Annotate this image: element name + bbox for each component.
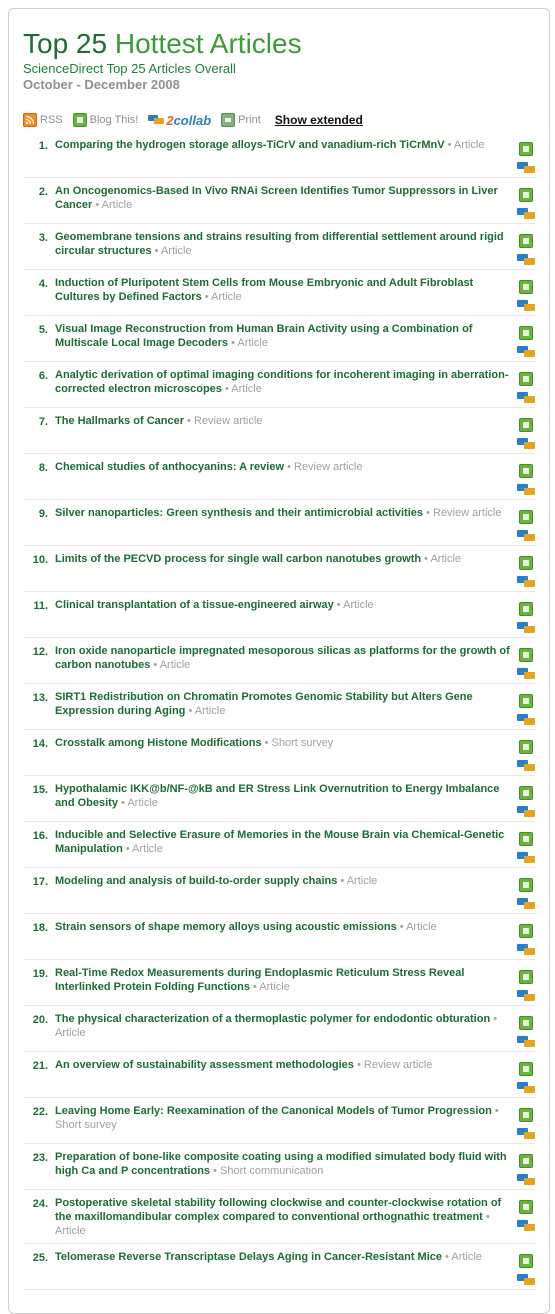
collab-label: [166, 113, 211, 128]
date-range: October - December 2008: [23, 77, 180, 92]
list-item: [23, 362, 535, 408]
article-text: [55, 736, 517, 750]
article-number: 11.: [33, 600, 48, 612]
article-number: 25.: [32, 1252, 48, 1264]
article-type: • Review article: [353, 1059, 433, 1071]
article-actions: [517, 786, 535, 823]
article-title-link[interactable]: Chemical studies of anthocyanins: A review: [55, 461, 285, 473]
article-title-link[interactable]: The physical characterization of a thermoplastic polymer for endodontic obturation: [55, 1013, 491, 1025]
collab-chat-icon[interactable]: [517, 254, 535, 266]
article-title-link[interactable]: Leaving Home Early: Reexamination of the Canonical Models of Tumor Progression: [55, 1105, 492, 1117]
collab-chat-icon[interactable]: [517, 346, 535, 358]
collab-chat-icon[interactable]: [517, 1036, 535, 1048]
article-title-link[interactable]: Analytic derivation of optimal imaging conditions for incoherent imaging in aberration-corrected electron microscopes: [55, 369, 509, 395]
print-icon: [221, 113, 235, 127]
article-number: 10.: [32, 554, 48, 566]
article-type: • Review article: [284, 461, 363, 473]
article-title-link[interactable]: Clinical transplantation of a tissue-engineered airway: [55, 599, 334, 611]
article-title-link[interactable]: An Oncogenomics-Based In Vivo RNAi Screen Identifies Tumor Suppressors in Liver Cancer: [55, 185, 498, 211]
rss-label: RSS: [40, 114, 63, 126]
article-type: • Article: [151, 245, 192, 257]
article-text: [55, 552, 517, 566]
article-number: 24.: [32, 1198, 48, 1210]
collab-chat-icon[interactable]: [517, 1082, 535, 1094]
collab-chat-icon[interactable]: [517, 944, 535, 956]
collab-chat-icon[interactable]: [517, 898, 535, 910]
article-title-link[interactable]: Crosstalk among Histone Modifications: [55, 737, 262, 749]
article-text: [55, 644, 517, 672]
rss-icon: [23, 113, 37, 127]
blog-article-icon[interactable]: [519, 786, 533, 800]
list-item: [23, 178, 535, 224]
collab-chat-icon[interactable]: [517, 760, 535, 772]
collab-chat-icon[interactable]: [517, 1174, 535, 1186]
article-actions: [517, 648, 535, 685]
list-item: [23, 638, 535, 684]
article-number: 9.: [38, 508, 48, 520]
article-type: • Article: [117, 797, 158, 809]
article-text: [55, 1104, 517, 1132]
article-actions: [517, 326, 535, 363]
article-number: 6.: [38, 370, 48, 382]
article-actions: [517, 510, 535, 547]
article-title-link[interactable]: Limits of the PECVD process for single wall carbon nanotubes growth: [55, 553, 422, 565]
article-number: 7.: [38, 416, 48, 428]
list-item: [23, 1144, 535, 1190]
article-type: • Article: [221, 383, 262, 395]
article-title-link[interactable]: Strain sensors of shape memory alloys using acoustic emissions: [55, 921, 397, 933]
blog-article-icon[interactable]: [519, 1254, 533, 1268]
article-title-link[interactable]: Inducible and Selective Erasure of Memories in the Mouse Brain via Chemical-Genetic Manipulation: [55, 829, 505, 855]
article-number: 23.: [32, 1152, 48, 1164]
list-item: [23, 316, 535, 362]
article-text: [55, 322, 517, 350]
article-type: • Article: [185, 705, 226, 717]
article-actions: [517, 188, 535, 225]
blog-article-icon[interactable]: [519, 510, 533, 524]
blog-article-icon[interactable]: [519, 280, 533, 294]
article-type: • Article: [122, 843, 163, 855]
article-actions: [517, 970, 535, 1007]
article-actions: [517, 234, 535, 271]
list-item: [23, 454, 535, 500]
article-text: [55, 1150, 517, 1178]
article-type: • Article: [150, 659, 191, 671]
collab-chat-icon[interactable]: [517, 392, 535, 404]
page-title: [23, 28, 302, 60]
blog-article-icon[interactable]: [519, 1154, 533, 1168]
collab-chat-icon[interactable]: [517, 622, 535, 634]
list-item: [23, 224, 535, 270]
collab-chat-icon[interactable]: [517, 714, 535, 726]
list-item: [23, 270, 535, 316]
title-top25: Top 25: [23, 28, 108, 59]
page-subtitle: ScienceDirect Top 25 Articles Overall: [23, 61, 236, 76]
list-item: [23, 868, 535, 914]
article-actions: [517, 740, 535, 777]
article-title-link[interactable]: Preparation of bone-like composite coating using a modified simulated body fluid with high Ca and P concentrations: [55, 1151, 507, 1177]
article-text: [55, 506, 517, 520]
article-actions: [517, 418, 535, 455]
article-actions: [517, 372, 535, 409]
list-item: [23, 1006, 535, 1052]
article-number: 16.: [32, 830, 48, 842]
collab-chat-icon[interactable]: [517, 162, 535, 174]
article-text: [55, 414, 517, 428]
article-type: • Article: [444, 139, 485, 151]
article-title-link[interactable]: Postoperative skeletal stability following clockwise and counter-clockwise rotation of the maxillomandibular complex compared to conventional orthognathic treatment: [55, 1197, 502, 1223]
list-item: [23, 914, 535, 960]
blog-article-icon[interactable]: [519, 832, 533, 846]
list-item: [23, 1244, 535, 1290]
list-item: [23, 500, 535, 546]
blog-article-icon[interactable]: [519, 970, 533, 984]
blog-article-icon[interactable]: [519, 142, 533, 156]
collab-chat-icon[interactable]: [517, 1128, 535, 1140]
article-title-link[interactable]: Iron oxide nanoparticle impregnated mesoporous silicas as platforms for the growth of carbon nanotubes: [55, 645, 510, 671]
article-type: • Article: [55, 1013, 498, 1039]
article-actions: [517, 832, 535, 869]
article-text: [55, 460, 517, 474]
blog-article-icon[interactable]: [519, 1108, 533, 1122]
blog-article-icon[interactable]: [519, 878, 533, 892]
article-number: 22.: [32, 1106, 48, 1118]
collab-chat-icon[interactable]: [517, 806, 535, 818]
show-extended-link[interactable]: Show extended: [274, 113, 363, 127]
article-text: [55, 276, 517, 304]
article-text: [55, 1012, 517, 1040]
blog-article-icon[interactable]: [519, 924, 533, 938]
list-item: [23, 1098, 535, 1144]
blog-label: Blog This!: [89, 114, 139, 126]
article-type: • Short survey: [55, 1105, 499, 1131]
blog-article-icon[interactable]: [519, 740, 533, 754]
blog-article-icon[interactable]: [519, 326, 533, 340]
article-number: 3.: [38, 232, 48, 244]
article-type: • Review article: [184, 415, 263, 427]
article-number: 1.: [38, 140, 48, 152]
collab-chat-icon[interactable]: [517, 438, 535, 450]
print-link[interactable]: [221, 113, 261, 127]
list-item: [23, 132, 535, 178]
article-title-link[interactable]: The Hallmarks of Cancer: [55, 415, 184, 427]
article-type: • Article: [228, 337, 268, 349]
article-actions: [517, 556, 535, 593]
article-type: • Short communication: [210, 1165, 324, 1177]
blog-article-icon[interactable]: [519, 556, 533, 570]
article-list: [23, 132, 535, 1290]
list-item: [23, 730, 535, 776]
list-item: [23, 960, 535, 1006]
collab-chat-icon[interactable]: [517, 530, 535, 542]
article-text: [55, 690, 517, 718]
blog-article-icon[interactable]: [519, 602, 533, 616]
blog-icon: [73, 113, 87, 127]
article-type: • Article: [92, 199, 133, 211]
article-type: • Review article: [423, 507, 502, 519]
article-text: [55, 828, 517, 856]
collab-chat-icon[interactable]: [517, 668, 535, 680]
article-text: [55, 782, 517, 810]
article-actions: [517, 878, 535, 915]
list-item: [23, 592, 535, 638]
list-item: [23, 408, 535, 454]
blog-article-icon[interactable]: [519, 464, 533, 478]
article-number: 2.: [38, 186, 48, 198]
article-type: • Article: [421, 553, 462, 565]
list-item: [23, 776, 535, 822]
article-text: [55, 184, 517, 212]
article-number: 5.: [38, 324, 48, 336]
article-title-link[interactable]: Geomembrane tensions and strains resulting from differential settlement around rigid circular structures: [55, 231, 504, 257]
blog-this-link[interactable]: [73, 113, 139, 127]
collab-two: 2: [166, 112, 174, 128]
article-text: [55, 1250, 517, 1264]
article-number: 21.: [32, 1060, 48, 1072]
article-actions: [517, 142, 535, 179]
article-number: 15.: [32, 784, 48, 796]
article-actions: [517, 1062, 535, 1099]
article-text: [55, 966, 517, 994]
article-actions: [517, 1108, 535, 1145]
page-header: [23, 28, 302, 93]
collab-bubble-icon: [148, 115, 164, 125]
article-text: [55, 368, 517, 396]
article-title-link[interactable]: SIRT1 Redistribution on Chromatin Promotes Genomic Stability but Alters Gene Expression during Aging: [55, 691, 473, 717]
article-title-link[interactable]: Comparing the hydrogen storage alloys-TiCrV and vanadium-rich TiCrMnV: [55, 139, 445, 151]
article-text: [55, 138, 517, 152]
collab-chat-icon[interactable]: [517, 1220, 535, 1232]
article-type: • Article: [337, 875, 378, 887]
blog-article-icon[interactable]: [519, 1200, 533, 1214]
rss-link[interactable]: [23, 113, 63, 127]
article-actions: [517, 1254, 535, 1291]
blog-article-icon[interactable]: [519, 1062, 533, 1076]
blog-article-icon[interactable]: [519, 234, 533, 248]
article-number: 18.: [32, 922, 48, 934]
article-text: [55, 230, 517, 258]
collab-chat-icon[interactable]: [517, 484, 535, 496]
article-text: [55, 920, 517, 934]
article-number: 12.: [32, 646, 48, 658]
blog-article-icon[interactable]: [519, 694, 533, 708]
article-text: [55, 1196, 517, 1238]
article-type: • Article: [442, 1251, 482, 1263]
article-type: • Article: [55, 1211, 490, 1237]
collab-word: collab: [173, 112, 212, 128]
blog-article-icon[interactable]: [519, 1016, 533, 1030]
print-label: Print: [238, 114, 261, 126]
article-text: [55, 598, 517, 612]
list-item: [23, 1052, 535, 1098]
collab-chat-icon[interactable]: [517, 300, 535, 312]
article-number: 19.: [32, 968, 48, 980]
article-actions: [517, 924, 535, 961]
list-item: [23, 546, 535, 592]
article-title-link[interactable]: Telomerase Reverse Transcriptase Delays Aging in Cancer-Resistant Mice: [55, 1251, 442, 1263]
article-title-link[interactable]: Modeling and analysis of build-to-order supply chains: [55, 875, 338, 887]
title-hottest: Hottest Articles: [114, 28, 302, 59]
article-title-link[interactable]: Hypothalamic IKK@b/NF-@kB and ER Stress Link Overnutrition to Energy Imbalance and Obesity: [55, 783, 500, 809]
collab-chat-icon[interactable]: [517, 990, 535, 1002]
article-actions: [517, 1200, 535, 1237]
article-type: • Article: [249, 981, 290, 993]
article-type: • Article: [396, 921, 437, 933]
article-actions: [517, 1154, 535, 1191]
article-type: • Article: [333, 599, 374, 611]
article-number: 14.: [32, 738, 48, 750]
blog-article-icon[interactable]: [519, 372, 533, 386]
collab-chat-icon[interactable]: [517, 576, 535, 588]
article-actions: [517, 1016, 535, 1053]
article-title-link[interactable]: Visual Image Reconstruction from Human Brain Activity using a Combination of Multiscale Local Image Decoders: [55, 323, 473, 349]
list-item: [23, 1190, 535, 1244]
list-item: [23, 822, 535, 868]
article-title-link[interactable]: Real-Time Redox Measurements during Endoplasmic Reticulum Stress Reveal Interlinked Protein Folding Functions: [55, 967, 465, 993]
blog-article-icon[interactable]: [519, 648, 533, 662]
article-text: [55, 874, 517, 888]
blog-article-icon[interactable]: [519, 418, 533, 432]
article-number: 20.: [32, 1014, 48, 1026]
collab-link[interactable]: [148, 113, 211, 128]
article-title-link[interactable]: Induction of Pluripotent Stem Cells from Mouse Embryonic and Adult Fibroblast Cultures by Defined Factors: [55, 277, 474, 303]
article-actions: [517, 280, 535, 317]
article-actions: [517, 602, 535, 639]
article-number: 17.: [32, 876, 48, 888]
article-number: 13.: [32, 692, 48, 704]
collab-chat-icon[interactable]: [517, 1274, 535, 1286]
article-text: [55, 1058, 517, 1072]
article-title-link[interactable]: Silver nanoparticles: Green synthesis and their antimicrobial activities: [55, 507, 424, 519]
collab-chat-icon[interactable]: [517, 208, 535, 220]
toolbar: [23, 112, 363, 128]
article-actions: [517, 464, 535, 501]
article-number: 4.: [38, 278, 48, 290]
article-number: 8.: [38, 462, 48, 474]
list-item: [23, 684, 535, 730]
blog-article-icon[interactable]: [519, 188, 533, 202]
article-actions: [517, 694, 535, 731]
collab-chat-icon[interactable]: [517, 852, 535, 864]
article-type: • Short survey: [261, 737, 334, 749]
article-type: • Article: [201, 291, 242, 303]
article-title-link[interactable]: An overview of sustainability assessment methodologies: [55, 1059, 354, 1071]
